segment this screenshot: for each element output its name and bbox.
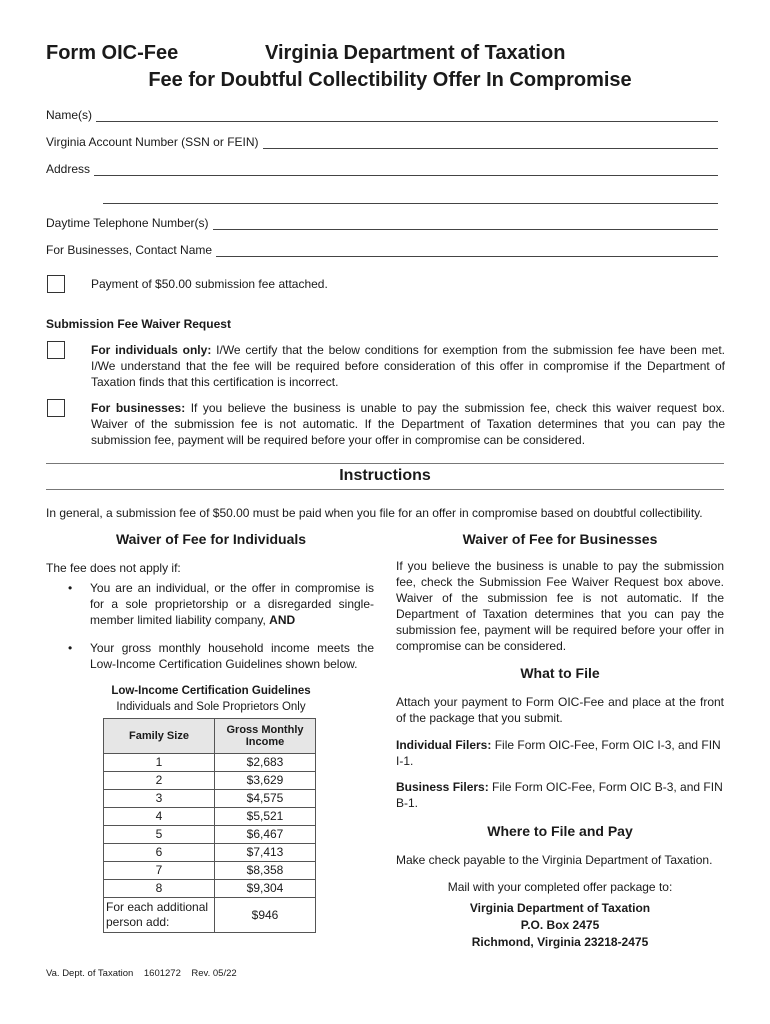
individual-filers-lead: Individual Filers: bbox=[396, 738, 492, 752]
table-row bbox=[104, 826, 316, 844]
businesses-waiver-checkbox[interactable] bbox=[47, 399, 65, 417]
table-row bbox=[104, 862, 316, 880]
family-size-cell: 3 bbox=[104, 790, 215, 808]
income-cell: $8,358 bbox=[215, 862, 316, 880]
col-family-size: Family Size bbox=[104, 719, 215, 754]
family-size-cell: 2 bbox=[104, 772, 215, 790]
payment-checkbox[interactable] bbox=[47, 275, 65, 293]
footer-text: Va. Dept. of Taxation 1601272 Rev. 05/22 bbox=[46, 968, 237, 979]
individuals-waiver-checkbox[interactable] bbox=[47, 341, 65, 359]
income-cell: $5,521 bbox=[215, 808, 316, 826]
bullet-1-text: You are an individual, or the offer in compromise is for a sole proprietorship or a disregarded single-member limited liability company, bbox=[90, 581, 374, 627]
form-title: Fee for Doubtful Collectibility Offer In Compromise bbox=[148, 69, 632, 91]
payable-text: Make check payable to the Virginia Department of Taxation. bbox=[396, 853, 713, 867]
business-filers-body: File Form OIC-Fee, Form OIC B-3, and FIN B-1. bbox=[396, 780, 723, 810]
individuals-waiver-lead: For individuals only: bbox=[91, 343, 212, 357]
contact-field[interactable] bbox=[46, 243, 718, 257]
individuals-bullets bbox=[46, 580, 374, 684]
table-row bbox=[104, 772, 316, 790]
contact-line[interactable] bbox=[216, 244, 718, 257]
bullet-1-and: AND bbox=[269, 613, 296, 627]
business-filers-lead: Business Filers: bbox=[396, 780, 489, 794]
bullet-2-text: Your gross monthly household income meets the Low-Income Certification Guidelines shown below. bbox=[90, 641, 374, 671]
mail-address-line-2: P.O. Box 2475 bbox=[520, 918, 600, 932]
mail-address-line-3: Richmond, Virginia 23218-2475 bbox=[471, 935, 649, 949]
businesses-waiver-body: If you believe the business is unable to pay the submission fee, check this waiver request box. Waiver of the submission fee is not automatic. If the Department of Taxation determines that you can pay the submission fee, payment will be required before your offer in compromise can be considered. bbox=[91, 401, 725, 447]
address-line-2[interactable] bbox=[103, 202, 718, 204]
businesses-waiver-lead: For businesses: bbox=[91, 401, 186, 415]
income-cell: $7,413 bbox=[215, 844, 316, 862]
guidelines-subtitle: Individuals and Sole Proprietors Only bbox=[116, 701, 306, 713]
businesses-waiver-text bbox=[91, 400, 725, 448]
waiver-heading: Submission Fee Waiver Request bbox=[46, 317, 231, 331]
bullet-item-2: • Your gross monthly household income meets the Low-Income Certification Guidelines shown below. bbox=[68, 641, 374, 671]
individuals-intro: The fee does not apply if: bbox=[46, 561, 181, 575]
table-row-additional bbox=[104, 898, 316, 933]
guidelines-title: Low-Income Certification Guidelines bbox=[111, 685, 311, 697]
contact-label: For Businesses, Contact Name bbox=[46, 243, 213, 257]
family-size-cell: 8 bbox=[104, 880, 215, 898]
address-line[interactable] bbox=[94, 163, 718, 176]
instructions-general: In general, a submission fee of $50.00 must be paid when you file for an offer in compromise based on doubtful collectibility. bbox=[46, 506, 703, 520]
additional-person-label: For each additional person add: bbox=[104, 898, 215, 933]
account-field[interactable] bbox=[46, 135, 718, 149]
income-cell: $4,575 bbox=[215, 790, 316, 808]
form-id: Form OIC-Fee bbox=[46, 42, 179, 64]
individuals-section-title: Waiver of Fee for Individuals bbox=[115, 531, 307, 547]
individuals-waiver-body: I/We certify that the below conditions for exemption from the submission fee have been met. I/We understand that the fee will be required before consideration of this offer in compromise if the Department of Taxation finds that this certification is incorrect. bbox=[91, 343, 725, 389]
phone-line[interactable] bbox=[213, 217, 718, 230]
mail-address-line-1: Virginia Department of Taxation bbox=[469, 901, 651, 915]
businesses-section-text: If you believe the business is unable to pay the submission fee, check the Submission Fee Waiver Request box above. Waiver of the submission fee is not automatic. If the Department of Taxation determines that you can pay the submission fee, payment will be required before your offer in compromise can be considered. bbox=[396, 559, 724, 653]
family-size-cell: 7 bbox=[104, 862, 215, 880]
instructions-title: Instructions bbox=[339, 467, 431, 484]
payment-label: Payment of $50.00 submission fee attached. bbox=[91, 277, 328, 291]
table-row bbox=[104, 808, 316, 826]
income-table bbox=[103, 718, 316, 933]
what-to-file-text: Attach your payment to Form OIC-Fee and place at the front of the package that you submit. bbox=[396, 695, 724, 725]
agency-name: Virginia Department of Taxation bbox=[265, 42, 566, 64]
family-size-cell: 6 bbox=[104, 844, 215, 862]
individuals-waiver-text bbox=[91, 342, 725, 390]
bullet-item-1: • You are an individual, or the offer in compromise is for a sole proprietorship or a disregarded single-member limited liability company, AND bbox=[68, 581, 374, 627]
income-cell: $3,629 bbox=[215, 772, 316, 790]
names-label: Name(s) bbox=[46, 108, 93, 122]
table-row bbox=[104, 754, 316, 772]
phone-label: Daytime Telephone Number(s) bbox=[46, 216, 209, 230]
address-field[interactable] bbox=[46, 162, 718, 176]
account-label: Virginia Account Number (SSN or FEIN) bbox=[46, 135, 259, 149]
col-gross-income: Gross Monthly Income bbox=[215, 719, 316, 754]
table-row bbox=[104, 880, 316, 898]
mail-text: Mail with your completed offer package to: bbox=[447, 880, 673, 894]
names-field[interactable] bbox=[46, 108, 718, 122]
individual-filers-body: File Form OIC-Fee, Form OIC I-3, and FIN I-1. bbox=[396, 738, 721, 768]
individual-filers-text bbox=[396, 737, 724, 769]
address-label: Address bbox=[46, 162, 91, 176]
table-row bbox=[104, 844, 316, 862]
family-size-cell: 1 bbox=[104, 754, 215, 772]
income-cell: $6,467 bbox=[215, 826, 316, 844]
phone-field[interactable] bbox=[46, 216, 718, 230]
instructions-rule-top bbox=[46, 463, 724, 464]
what-to-file-title: What to File bbox=[520, 665, 600, 681]
account-line[interactable] bbox=[263, 136, 718, 149]
where-to-file-title: Where to File and Pay bbox=[487, 823, 633, 839]
names-line[interactable] bbox=[96, 109, 718, 122]
business-filers-text bbox=[396, 779, 724, 811]
additional-person-value: $946 bbox=[215, 898, 316, 933]
family-size-cell: 4 bbox=[104, 808, 215, 826]
income-cell: $2,683 bbox=[215, 754, 316, 772]
instructions-rule-bottom bbox=[46, 489, 724, 490]
table-row bbox=[104, 790, 316, 808]
income-cell: $9,304 bbox=[215, 880, 316, 898]
businesses-section-title: Waiver of Fee for Businesses bbox=[462, 531, 658, 547]
family-size-cell: 5 bbox=[104, 826, 215, 844]
